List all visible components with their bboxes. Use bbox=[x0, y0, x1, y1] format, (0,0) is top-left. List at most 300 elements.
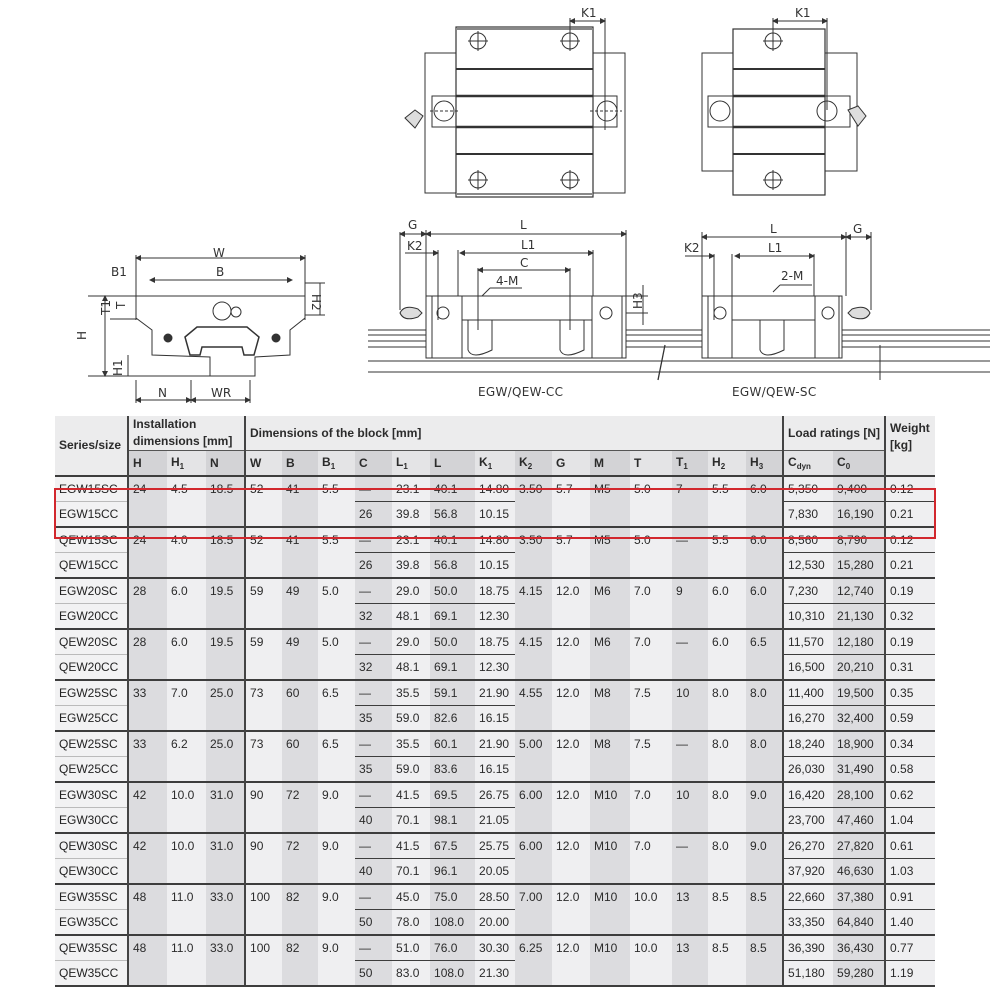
cell-h1 bbox=[167, 604, 206, 630]
cell-k2 bbox=[515, 604, 552, 630]
series-name: QEW20SC bbox=[55, 629, 128, 655]
cell-b: 72 bbox=[282, 833, 318, 859]
cell-c: — bbox=[355, 833, 392, 859]
l1-label-sc: L1 bbox=[768, 241, 783, 255]
cell-k1: 18.75 bbox=[475, 629, 515, 655]
cell-k2: 5.00 bbox=[515, 731, 552, 757]
cell-h1 bbox=[167, 808, 206, 834]
cell-g bbox=[552, 502, 590, 528]
cell-c0: 47,460 bbox=[833, 808, 885, 834]
cell-b1 bbox=[318, 502, 355, 528]
series-name: QEW15SC bbox=[55, 527, 128, 553]
column-header-g bbox=[552, 451, 590, 477]
cell-h1: 11.0 bbox=[167, 884, 206, 910]
cell-g bbox=[552, 655, 590, 681]
cell-t1: — bbox=[672, 833, 708, 859]
column-header-base: T bbox=[634, 456, 642, 470]
cell-n bbox=[206, 604, 245, 630]
cell-b1: 9.0 bbox=[318, 884, 355, 910]
column-header-subscript: 1 bbox=[487, 462, 493, 471]
side-view-sc-drawing bbox=[685, 232, 880, 380]
cell-k1: 21.05 bbox=[475, 808, 515, 834]
cell-weight: 0.34 bbox=[885, 731, 935, 757]
cell-h2 bbox=[708, 604, 746, 630]
cell-m bbox=[590, 706, 630, 732]
cell-t: 7.0 bbox=[630, 782, 672, 808]
cell-weight: 0.19 bbox=[885, 578, 935, 604]
cell-g: 12.0 bbox=[552, 578, 590, 604]
cell-h2 bbox=[708, 502, 746, 528]
cell-h1: 6.2 bbox=[167, 731, 206, 757]
cell-b1 bbox=[318, 910, 355, 936]
cell-h2 bbox=[708, 808, 746, 834]
cell-h2: 5.5 bbox=[708, 527, 746, 553]
cell-c0: 27,820 bbox=[833, 833, 885, 859]
cell-h1 bbox=[167, 961, 206, 987]
cell-c0: 28,100 bbox=[833, 782, 885, 808]
column-header-base: L bbox=[434, 456, 442, 470]
cell-l1: 70.1 bbox=[392, 808, 430, 834]
cell-w bbox=[245, 859, 282, 885]
cell-w bbox=[245, 553, 282, 579]
column-header-w bbox=[245, 451, 282, 477]
cell-weight: 0.12 bbox=[885, 527, 935, 553]
series-name: EGW30CC bbox=[55, 808, 128, 834]
cell-h3: 8.0 bbox=[746, 680, 783, 706]
cell-h: 33 bbox=[128, 731, 167, 757]
cell-b bbox=[282, 604, 318, 630]
column-header-t1 bbox=[672, 451, 708, 477]
cell-h: 24 bbox=[128, 527, 167, 553]
cell-b bbox=[282, 910, 318, 936]
cell-c: 32 bbox=[355, 604, 392, 630]
cell-t1 bbox=[672, 859, 708, 885]
cell-b bbox=[282, 757, 318, 783]
b1-label: B1 bbox=[111, 265, 127, 279]
cell-l: 69.1 bbox=[430, 604, 475, 630]
cell-h bbox=[128, 706, 167, 732]
top-view-cc-drawing bbox=[405, 18, 625, 197]
cell-h: 48 bbox=[128, 884, 167, 910]
g-label-cc: G bbox=[408, 218, 418, 232]
column-header-l1 bbox=[392, 451, 430, 477]
cell-l: 59.1 bbox=[430, 680, 475, 706]
cell-cdyn: 7,230 bbox=[783, 578, 833, 604]
cell-k1: 26.75 bbox=[475, 782, 515, 808]
cell-c: 26 bbox=[355, 502, 392, 528]
cell-cdyn: 37,920 bbox=[783, 859, 833, 885]
cell-n: 25.0 bbox=[206, 680, 245, 706]
cell-h2: 8.0 bbox=[708, 833, 746, 859]
cell-l: 60.1 bbox=[430, 731, 475, 757]
cell-t1: — bbox=[672, 731, 708, 757]
cell-h2: 6.0 bbox=[708, 629, 746, 655]
cell-t: 7.5 bbox=[630, 680, 672, 706]
cell-w: 52 bbox=[245, 527, 282, 553]
cell-n bbox=[206, 961, 245, 987]
cell-n: 33.0 bbox=[206, 884, 245, 910]
cell-cdyn: 22,660 bbox=[783, 884, 833, 910]
table-row-cc bbox=[55, 604, 935, 630]
cell-h2: 8.5 bbox=[708, 884, 746, 910]
cell-c0: 12,740 bbox=[833, 578, 885, 604]
cell-h2 bbox=[708, 706, 746, 732]
cell-t1 bbox=[672, 910, 708, 936]
cell-k1: 12.30 bbox=[475, 655, 515, 681]
series-name: EGW35SC bbox=[55, 884, 128, 910]
cell-k1: 16.15 bbox=[475, 757, 515, 783]
cell-w bbox=[245, 910, 282, 936]
cell-m: M10 bbox=[590, 935, 630, 961]
column-header-subscript: 1 bbox=[179, 462, 185, 471]
k2-label-sc: K2 bbox=[684, 241, 700, 255]
cell-l: 67.5 bbox=[430, 833, 475, 859]
cell-k1: 21.30 bbox=[475, 961, 515, 987]
k2-label-cc: K2 bbox=[407, 239, 423, 253]
column-header-base: K bbox=[479, 455, 488, 469]
h1-label: H1 bbox=[111, 359, 125, 376]
column-header-k1 bbox=[475, 451, 515, 477]
cell-c0: 16,190 bbox=[833, 502, 885, 528]
cell-t1 bbox=[672, 553, 708, 579]
cell-h bbox=[128, 604, 167, 630]
cell-t: 10.0 bbox=[630, 935, 672, 961]
cell-cdyn: 16,500 bbox=[783, 655, 833, 681]
cell-n: 19.5 bbox=[206, 578, 245, 604]
column-header-h2 bbox=[708, 451, 746, 477]
cell-c0: 15,280 bbox=[833, 553, 885, 579]
cell-h3: 8.0 bbox=[746, 731, 783, 757]
table-row-cc bbox=[55, 502, 935, 528]
cell-l: 75.0 bbox=[430, 884, 475, 910]
series-name: QEW30CC bbox=[55, 859, 128, 885]
column-header-base: B bbox=[322, 455, 331, 469]
cell-h bbox=[128, 859, 167, 885]
k1-label-top-large: K1 bbox=[581, 6, 597, 20]
cell-k2 bbox=[515, 757, 552, 783]
w-label: W bbox=[213, 246, 225, 260]
cell-k2 bbox=[515, 859, 552, 885]
cell-n: 25.0 bbox=[206, 731, 245, 757]
side-view-cc-drawing bbox=[368, 230, 990, 380]
cell-t bbox=[630, 859, 672, 885]
cell-w: 100 bbox=[245, 884, 282, 910]
cell-m bbox=[590, 910, 630, 936]
cell-c0: 8,790 bbox=[833, 527, 885, 553]
cell-k1: 20.05 bbox=[475, 859, 515, 885]
cell-cdyn: 5,350 bbox=[783, 476, 833, 502]
column-header-base: H bbox=[712, 455, 721, 469]
cell-w: 73 bbox=[245, 731, 282, 757]
cell-c0: 20,210 bbox=[833, 655, 885, 681]
cell-h1 bbox=[167, 502, 206, 528]
cell-h3: 6.0 bbox=[746, 578, 783, 604]
cell-b bbox=[282, 706, 318, 732]
cell-l1: 39.8 bbox=[392, 502, 430, 528]
cell-t bbox=[630, 553, 672, 579]
table-row-cc bbox=[55, 910, 935, 936]
cell-n bbox=[206, 910, 245, 936]
cell-g: 12.0 bbox=[552, 935, 590, 961]
column-header-subscript: 2 bbox=[527, 462, 533, 471]
cell-h: 42 bbox=[128, 782, 167, 808]
series-name: QEW25CC bbox=[55, 757, 128, 783]
cell-h3: 8.5 bbox=[746, 935, 783, 961]
cell-h1: 10.0 bbox=[167, 833, 206, 859]
cell-l1: 23.1 bbox=[392, 527, 430, 553]
series-name: QEW15CC bbox=[55, 553, 128, 579]
cell-k1: 25.75 bbox=[475, 833, 515, 859]
cell-weight: 0.12 bbox=[885, 476, 935, 502]
cell-h3: 9.0 bbox=[746, 833, 783, 859]
cell-h3 bbox=[746, 910, 783, 936]
cell-t: 7.0 bbox=[630, 629, 672, 655]
cell-t1 bbox=[672, 706, 708, 732]
table-row-cc bbox=[55, 757, 935, 783]
cell-m: M10 bbox=[590, 884, 630, 910]
cell-t1: 9 bbox=[672, 578, 708, 604]
cell-cdyn: 8,560 bbox=[783, 527, 833, 553]
cell-c: 35 bbox=[355, 757, 392, 783]
cell-b1: 5.0 bbox=[318, 629, 355, 655]
cell-b bbox=[282, 553, 318, 579]
cell-c: — bbox=[355, 680, 392, 706]
cell-h1 bbox=[167, 706, 206, 732]
cell-h2 bbox=[708, 961, 746, 987]
cell-weight: 0.21 bbox=[885, 553, 935, 579]
cell-c: — bbox=[355, 884, 392, 910]
cell-weight: 0.31 bbox=[885, 655, 935, 681]
cell-h: 48 bbox=[128, 935, 167, 961]
series-name: QEW35CC bbox=[55, 961, 128, 987]
cell-b: 60 bbox=[282, 731, 318, 757]
cell-weight: 0.21 bbox=[885, 502, 935, 528]
cell-m: M8 bbox=[590, 680, 630, 706]
cell-h2 bbox=[708, 757, 746, 783]
cell-g bbox=[552, 910, 590, 936]
cell-h3 bbox=[746, 502, 783, 528]
cell-l1: 48.1 bbox=[392, 655, 430, 681]
cell-h2: 8.0 bbox=[708, 680, 746, 706]
g-label-sc: G bbox=[853, 222, 863, 236]
cell-c: — bbox=[355, 476, 392, 502]
column-header-k2 bbox=[515, 451, 552, 477]
h3-label-cc: H3 bbox=[631, 292, 645, 309]
cell-m: M10 bbox=[590, 782, 630, 808]
cell-l: 69.1 bbox=[430, 655, 475, 681]
table-row-sc bbox=[55, 782, 935, 808]
series-name: EGW15CC bbox=[55, 502, 128, 528]
cell-b: 41 bbox=[282, 527, 318, 553]
cell-b1 bbox=[318, 808, 355, 834]
cell-l1: 41.5 bbox=[392, 782, 430, 808]
cell-c: — bbox=[355, 935, 392, 961]
l-label-cc: L bbox=[520, 218, 527, 232]
column-header-subscript: 1 bbox=[403, 462, 408, 471]
cell-h2 bbox=[708, 859, 746, 885]
cell-l1: 51.0 bbox=[392, 935, 430, 961]
cell-k2: 4.15 bbox=[515, 578, 552, 604]
cell-k1: 21.90 bbox=[475, 731, 515, 757]
cell-t bbox=[630, 757, 672, 783]
cell-n bbox=[206, 706, 245, 732]
technical-drawings bbox=[0, 0, 1000, 412]
series-name: QEW25SC bbox=[55, 731, 128, 757]
cell-h1 bbox=[167, 553, 206, 579]
cell-w bbox=[245, 757, 282, 783]
cell-l1: 29.0 bbox=[392, 578, 430, 604]
t1-label: T1 bbox=[99, 300, 113, 315]
cell-n: 18.5 bbox=[206, 476, 245, 502]
table-row-cc bbox=[55, 553, 935, 579]
cell-b: 60 bbox=[282, 680, 318, 706]
cell-k1: 20.00 bbox=[475, 910, 515, 936]
cell-l1: 59.0 bbox=[392, 706, 430, 732]
cell-h: 28 bbox=[128, 578, 167, 604]
cell-c: 50 bbox=[355, 910, 392, 936]
cell-k2: 4.15 bbox=[515, 629, 552, 655]
column-header-base: C bbox=[788, 455, 797, 469]
cell-h bbox=[128, 655, 167, 681]
cell-h1 bbox=[167, 859, 206, 885]
cell-cdyn: 16,270 bbox=[783, 706, 833, 732]
cell-k2 bbox=[515, 808, 552, 834]
cell-h2 bbox=[708, 553, 746, 579]
cell-g bbox=[552, 553, 590, 579]
cell-h1 bbox=[167, 655, 206, 681]
cell-l: 50.0 bbox=[430, 629, 475, 655]
table-row-cc bbox=[55, 961, 935, 987]
cell-g bbox=[552, 604, 590, 630]
cell-n: 31.0 bbox=[206, 782, 245, 808]
cell-m bbox=[590, 757, 630, 783]
cell-b1: 5.0 bbox=[318, 578, 355, 604]
cell-cdyn: 18,240 bbox=[783, 731, 833, 757]
cell-l1: 35.5 bbox=[392, 731, 430, 757]
cell-b1 bbox=[318, 757, 355, 783]
cell-h2 bbox=[708, 655, 746, 681]
cell-l: 98.1 bbox=[430, 808, 475, 834]
cell-w: 52 bbox=[245, 476, 282, 502]
cell-k1: 14.80 bbox=[475, 476, 515, 502]
cell-t bbox=[630, 808, 672, 834]
4m-label-cc: 4-M bbox=[496, 274, 519, 288]
h2-label: H2 bbox=[309, 294, 323, 311]
cell-l: 82.6 bbox=[430, 706, 475, 732]
cell-h3 bbox=[746, 757, 783, 783]
cell-c: 40 bbox=[355, 859, 392, 885]
cell-t1: 10 bbox=[672, 680, 708, 706]
l1-label-cc: L1 bbox=[521, 238, 536, 252]
cell-w: 90 bbox=[245, 833, 282, 859]
cell-h: 24 bbox=[128, 476, 167, 502]
cell-w bbox=[245, 706, 282, 732]
cell-t1: 7 bbox=[672, 476, 708, 502]
cell-k2 bbox=[515, 553, 552, 579]
cell-weight: 1.40 bbox=[885, 910, 935, 936]
cell-c0: 12,180 bbox=[833, 629, 885, 655]
cell-g: 12.0 bbox=[552, 833, 590, 859]
k1-label-top-small: K1 bbox=[795, 6, 811, 20]
h-label: H bbox=[75, 330, 89, 340]
cell-t1 bbox=[672, 961, 708, 987]
cell-weight: 0.91 bbox=[885, 884, 935, 910]
cell-c: — bbox=[355, 578, 392, 604]
cell-l1: 83.0 bbox=[392, 961, 430, 987]
t-label: T bbox=[114, 301, 128, 309]
header-series-size: Series/size bbox=[55, 416, 128, 476]
cell-l1: 48.1 bbox=[392, 604, 430, 630]
table-row-sc bbox=[55, 884, 935, 910]
cell-b: 49 bbox=[282, 629, 318, 655]
l-label-sc: L bbox=[770, 222, 777, 236]
column-header-base: N bbox=[210, 456, 219, 470]
cell-t1 bbox=[672, 655, 708, 681]
column-header-subscript: 0 bbox=[845, 462, 851, 471]
cell-w bbox=[245, 961, 282, 987]
cell-l: 108.0 bbox=[430, 961, 475, 987]
cell-b1 bbox=[318, 655, 355, 681]
cell-w: 59 bbox=[245, 578, 282, 604]
cell-c: 40 bbox=[355, 808, 392, 834]
series-name: EGW30SC bbox=[55, 782, 128, 808]
column-header-n bbox=[206, 451, 245, 477]
cell-l: 50.0 bbox=[430, 578, 475, 604]
cell-t: 10.0 bbox=[630, 884, 672, 910]
cell-c: — bbox=[355, 731, 392, 757]
cell-m: M5 bbox=[590, 527, 630, 553]
cell-k2 bbox=[515, 961, 552, 987]
cell-h1 bbox=[167, 757, 206, 783]
cell-n bbox=[206, 808, 245, 834]
cell-k2: 3.50 bbox=[515, 527, 552, 553]
cell-t: 5.0 bbox=[630, 476, 672, 502]
cell-k2 bbox=[515, 655, 552, 681]
cell-b1 bbox=[318, 961, 355, 987]
cell-b bbox=[282, 502, 318, 528]
cell-g bbox=[552, 961, 590, 987]
cell-h2: 8.0 bbox=[708, 782, 746, 808]
column-header-base: H bbox=[750, 455, 759, 469]
cell-b: 41 bbox=[282, 476, 318, 502]
cell-b1: 6.5 bbox=[318, 680, 355, 706]
column-header-c bbox=[355, 451, 392, 477]
cell-t1: 10 bbox=[672, 782, 708, 808]
cell-h3: 9.0 bbox=[746, 782, 783, 808]
cell-n bbox=[206, 553, 245, 579]
column-header-h3 bbox=[746, 451, 783, 477]
cell-l: 76.0 bbox=[430, 935, 475, 961]
cell-w: 59 bbox=[245, 629, 282, 655]
cell-b1: 9.0 bbox=[318, 833, 355, 859]
cell-h1: 4.0 bbox=[167, 527, 206, 553]
table-row-sc bbox=[55, 578, 935, 604]
cell-h3 bbox=[746, 553, 783, 579]
cell-t bbox=[630, 910, 672, 936]
cell-b: 72 bbox=[282, 782, 318, 808]
table-row-sc bbox=[55, 476, 935, 502]
cell-n: 31.0 bbox=[206, 833, 245, 859]
cell-k2: 6.00 bbox=[515, 782, 552, 808]
cell-l: 56.8 bbox=[430, 553, 475, 579]
cell-h2 bbox=[708, 910, 746, 936]
cell-weight: 0.58 bbox=[885, 757, 935, 783]
cell-m bbox=[590, 502, 630, 528]
cell-h1: 10.0 bbox=[167, 782, 206, 808]
column-header-cdyn bbox=[783, 451, 833, 477]
cell-h3 bbox=[746, 808, 783, 834]
cell-g: 12.0 bbox=[552, 731, 590, 757]
